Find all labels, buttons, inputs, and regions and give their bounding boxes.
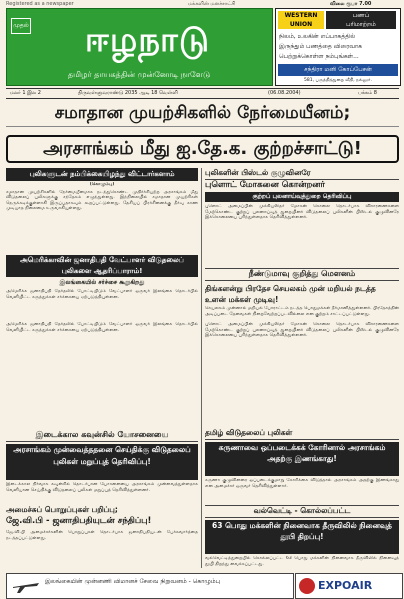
story-mid-1-headline: திங்களன்று பிரதேச செயலகம் முன் மறியல் நடத்த உளன் மக்கள் முடிவு! xyxy=(205,284,376,304)
story-left-1-headline: புலிகளுடன் நம்பிக்கையிழந்து விட்டார்களாம் xyxy=(6,168,198,181)
price-label: விலை ரூபா 7.00 xyxy=(330,1,372,7)
masthead-title: ஈழநாடு xyxy=(84,20,211,60)
story-mid-1 xyxy=(205,268,399,318)
story-jvp xyxy=(6,505,198,570)
story-karuna-body: கருணா குழுவினரை ஒப்படைக்குமாறு கோரிக்கை விடுத்தால் அரசாங்கம் அதற்கு இணங்காது என அமைச்சர் ஒருவர் தெரிவித்துள்ளார். xyxy=(205,478,399,489)
story-memorial-headline: 63 பொது மக்களின் நினைவாக தீருவிலில் நினைவுத் தூபி திறப்பு! xyxy=(205,520,399,554)
story-right-1-headline-2: புளொட் மோகனை கொன்றனர் xyxy=(205,180,325,190)
plane-icon xyxy=(11,577,41,595)
story-interim-council xyxy=(6,430,198,500)
expoair-logo-icon xyxy=(299,578,315,594)
expoair-ad xyxy=(295,573,403,599)
story-karuna-kicker: தமிழ் விடுதலைப் புலிகள் xyxy=(205,428,399,440)
western-union-logo: WESTERN UNION xyxy=(278,11,324,29)
story-karuna-headline: கருணாவை ஒப்படைக்கக் கோரினால் அரசாங்கம் அதற்கு இணங்காது! xyxy=(205,442,399,476)
story-left-2 xyxy=(6,255,198,315)
story-memorial-body: வல்வெட்டித்துறையில் கொல்லப்பட்ட 63 பொது மக்களின் நினைவாக தீருவிலில் நினைவுத் தூபி திறந்து வைக்கப்பட்டது. xyxy=(205,556,399,567)
top-tagline: மக்களின் மனச்சாட்சி xyxy=(188,1,236,7)
story-left-2-subhead: இலங்கையில் சர்ச்சை கூறுகிறது xyxy=(59,279,145,286)
page-count: பக்கம் 8 xyxy=(358,90,377,96)
issue-date: (06.08.2004) xyxy=(268,90,301,96)
story-right-1-headline: புலிகளின் பிஸ்டல் குழுவினரே xyxy=(205,168,399,180)
dateline xyxy=(6,88,399,99)
story-right-1-subhead: குற்றப் புலனாய்வுத்துறை தெரிவிப்பு xyxy=(205,192,399,202)
story-left-3 xyxy=(6,322,198,424)
main-headline-2: அரசாங்கம் மீது ஐ.தே.க. குற்றச்சாட்டு! xyxy=(6,135,399,163)
story-mid-1-continued xyxy=(205,322,399,422)
ad-body-text: நிலம், உலகின் எப்பாகத்தில் இருந்தும் பணத்தை விரைவாக பெற்றுக்கொள்ள நம்புங்கள்... xyxy=(279,33,363,60)
column-divider xyxy=(201,168,202,568)
story-karuna xyxy=(205,428,399,500)
story-interim-council-headline: அரசாங்கம் முன்வைத்ததனை செய்திக்கு விடுதலைப் புலிகள் மறுப்புத் தெரிவிப்பு! xyxy=(6,444,198,480)
masthead xyxy=(6,8,273,86)
story-left-2-body: அமெரிக்க ஜனாதிபதி தேர்தலில் போட்டியிடும் வேட்பாளர் ஒருவர் இலங்கை தொடர்பில் வெளியிட்ட கருத்துக்கள் சர்ச்சையை ஏற்படுத்தியுள்ளன. xyxy=(6,289,198,300)
ad-address: 581, பருத்தித்துறை வீதி, நல்லூர். xyxy=(304,78,372,83)
story-left-2-headline: அமெரிக்காவின் ஜனாதிபதி வேட்பாளர் விடுதலைப் புலிகளை ஆதரிப்பாராம்! xyxy=(6,255,198,277)
issue-number: மலர் 1 இல 2 xyxy=(10,90,41,96)
story-memorial xyxy=(205,505,399,570)
story-mid-1-body: செயலகம் முன்னால் மறியல் போராட்டம் நடத்த பொதுமக்கள் தீர்மானித்துள்ளனர். பிரதேசத்தின் அடிப்படை தேவைகள் நிறைவேற்றப்படவில்லை என குற்றம் சாட்டப்பட்டுள்ளது. xyxy=(205,306,399,317)
story-interim-council-kicker: இடைக்கால கவுன்சில் யோசனையை xyxy=(6,430,198,442)
story-right-1 xyxy=(205,168,399,261)
story-interim-council-body: இடைக்கால நிர்வாக கவுன்சில் தொடர்பான யோசனையை அரசாங்கம் முன்வைத்துள்ளதாக வெளியான செய்திக்கு விடுதலைப் புலிகள் மறுப்புத் தெரிவித்துள்ளனர். xyxy=(6,482,198,493)
main-headline-1: சமாதான முயற்சிகளில் நேர்மையீனம்; xyxy=(6,100,399,127)
story-left-3-body-top: அமெரிக்க ஜனாதிபதி தேர்தலில் போட்டியிடும் வேட்பாளர் ஒருவர் இலங்கை தொடர்பில் வெளியிட்ட கருத்துக்கள் சர்ச்சையை ஏற்படுத்தியுள்ளன. xyxy=(6,322,198,333)
story-right-1-body: புளொட் அமைப்பின் முக்கியஸ்தர் மோகன் கொலை தொடர்பாக விசாரணைகளை மேற்கொண்ட குற்றப் புலனாய்வுத் துறையினர் விடுதலைப் புலிகளின் பிஸ்டல் குழுவினரே இக்கொலையை புரிந்துள்ளதாக தெரிவித்துள்ளனர். xyxy=(205,204,399,220)
bottom-ad-text: இலங்கையின் முன்னணி விமானச் சேவை நிறுவனம் - கொழும்பு xyxy=(45,578,221,585)
ad-company-banner: சந்திரா மனி கோப்பேசன் xyxy=(278,64,398,76)
issue-date-tamil: திருவள்ளுவராண்டு 2035 ஆடி 18 வெள்ளி xyxy=(78,90,178,96)
masthead-slogan: தமிழர் தாயகத்தின் முன்னோடி நாளேடு xyxy=(67,70,211,79)
story-left-1-body: சமாதான முயற்சிகளில் நேர்மையீனமாக நடந்துகொண்ட முதிர்ச்சியற்ற அரசாங்கம் மீது விடுதலைப் புலிகளுக்கு சந்தேகம் எழுந்துள்ளது. இந்நிலையில் சமாதான முயற்சிகள் நெருக்கடிக்குள்ளாகி இருப்பதாகவும் கூறப்பட்டுள்ளது. தேசியப் பிரச்சினைக்கு தீர்வு காண முடியாத நிலைமை உருவாகியுள்ளது. xyxy=(6,189,198,211)
story-left-1-dateline: (கொழும்பு) xyxy=(89,182,115,187)
top-strip xyxy=(0,0,404,8)
expoair-name: EXPOAIR xyxy=(318,579,373,592)
story-mid-1-kicker: நீண்டுமாவு குறித்து மௌனம் xyxy=(205,268,399,281)
ad-money-transfer-label: பணப் பரிமாற்றம் xyxy=(326,11,396,29)
masthead-badge: முதல் xyxy=(11,18,31,34)
story-jvp-headline-2: ஜே.வி.பி - ஜனாதிபதியுடன் சந்திப்பு! xyxy=(6,516,152,526)
story-left-1 xyxy=(6,168,198,248)
story-jvp-headline: அமைச்சுப் பொறுப்புகள் பறிப்பு; xyxy=(6,505,118,514)
story-jvp-body: ஜே.வி.பி அமைச்சர்களின் பொறுப்புகள் தொடர்பாக ஜனாதிபதியுடன் பேச்சுவார்த்தை நடத்தப்பட்டுள்ளது. xyxy=(6,530,198,541)
story-memorial-kicker: வல்வெட்டி - கொல்லப்பட்ட xyxy=(205,505,399,518)
story-mid-1-body-continued: புளொட் அமைப்பின் முக்கியஸ்தர் மோகன் கொலை தொடர்பாக விசாரணைகளை மேற்கொண்ட குற்றப் புலனாய்வுத் துறையினர் விடுதலைப் புலிகளின் பிஸ்டல் குழுவினரே இக்கொலையை புரிந்துள்ளதாக தெரிவித்துள்ளனர். xyxy=(205,322,399,338)
bottom-airline-ad xyxy=(6,573,294,599)
registration-note: Registered as a newspaper xyxy=(6,1,74,7)
western-union-ad xyxy=(275,8,401,86)
